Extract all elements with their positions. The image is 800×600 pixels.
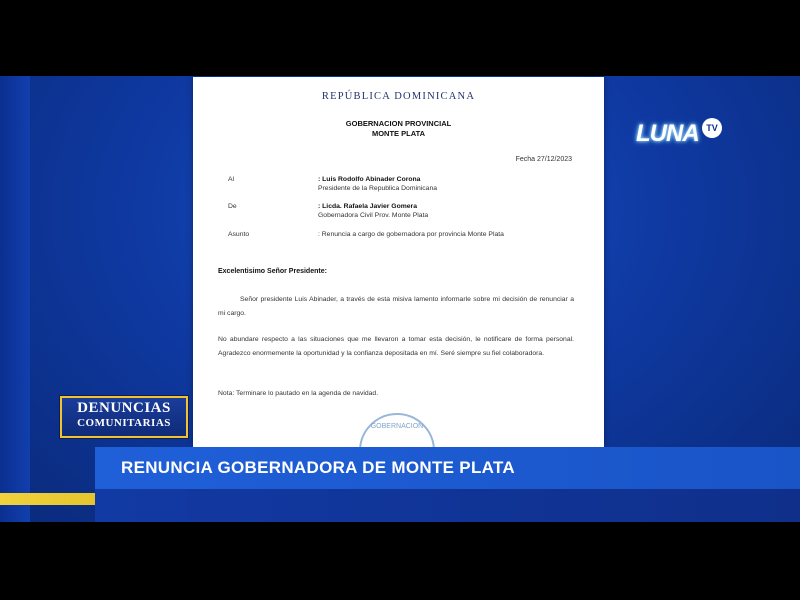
logo-text: LUNA bbox=[636, 120, 699, 147]
background-stripe bbox=[0, 76, 30, 522]
segment-line2: COMUNITARIAS bbox=[77, 417, 171, 429]
segment-badge bbox=[60, 396, 188, 438]
subject-text: : Renuncia a cargo de gobernadora por provincia Monte Plata bbox=[318, 231, 504, 238]
channel-logo bbox=[636, 120, 718, 150]
to-label: Al bbox=[228, 176, 235, 183]
tv-badge-icon: TV bbox=[702, 118, 722, 138]
from-value bbox=[318, 202, 598, 220]
from-name: : Licda. Rafaela Javier Gomera bbox=[318, 203, 417, 210]
to-title: Presidente de la Republica Dominicana bbox=[318, 185, 438, 192]
letter-office bbox=[193, 119, 604, 139]
subject-label: Asunto bbox=[228, 231, 250, 238]
letter-date: Fecha 27/12/2023 bbox=[515, 156, 572, 163]
letter-header-title: REPÚBLICA DOMINICANA bbox=[321, 91, 476, 102]
office-line1: GOBERNACION PROVINCIAL bbox=[345, 119, 452, 128]
video-frame bbox=[0, 76, 800, 522]
segment-line1: DENUNCIAS bbox=[77, 400, 171, 416]
lower-bar bbox=[95, 489, 800, 522]
to-name: : Luis Rodolfo Abinader Corona bbox=[318, 176, 421, 183]
seal-text: GOBERNACION bbox=[370, 423, 424, 430]
paragraph-2: No abundare respecto a las situaciones que me llevaron a tomar esta decisión, le notificare de forma personal. Agradezco enormemente la oportunidad y la confianza depositada en mí. Seré siempre su fiel colaboradora. bbox=[218, 336, 574, 357]
yellow-accent-bar bbox=[0, 493, 95, 505]
resignation-letter bbox=[193, 77, 604, 447]
office-line2: MONTE PLATA bbox=[371, 129, 426, 138]
headline-text: RENUNCIA GOBERNADORA DE MONTE PLATA bbox=[121, 458, 515, 477]
note: Nota: Terminare lo pautado en la agenda de navidad. bbox=[218, 390, 379, 397]
salutation: Excelentisimo Señor Presidente: bbox=[218, 268, 327, 275]
paragraph-1: Señor presidente Luis Abinader, a través de esta misiva lamento informarle sobre mi decisión de renunciar a mi cargo. bbox=[218, 296, 574, 317]
headline-banner bbox=[95, 447, 800, 489]
to-value bbox=[318, 175, 598, 193]
from-title: Gobernadora Civil Prov. Monte Plata bbox=[318, 212, 429, 219]
from-label: De bbox=[228, 203, 237, 210]
